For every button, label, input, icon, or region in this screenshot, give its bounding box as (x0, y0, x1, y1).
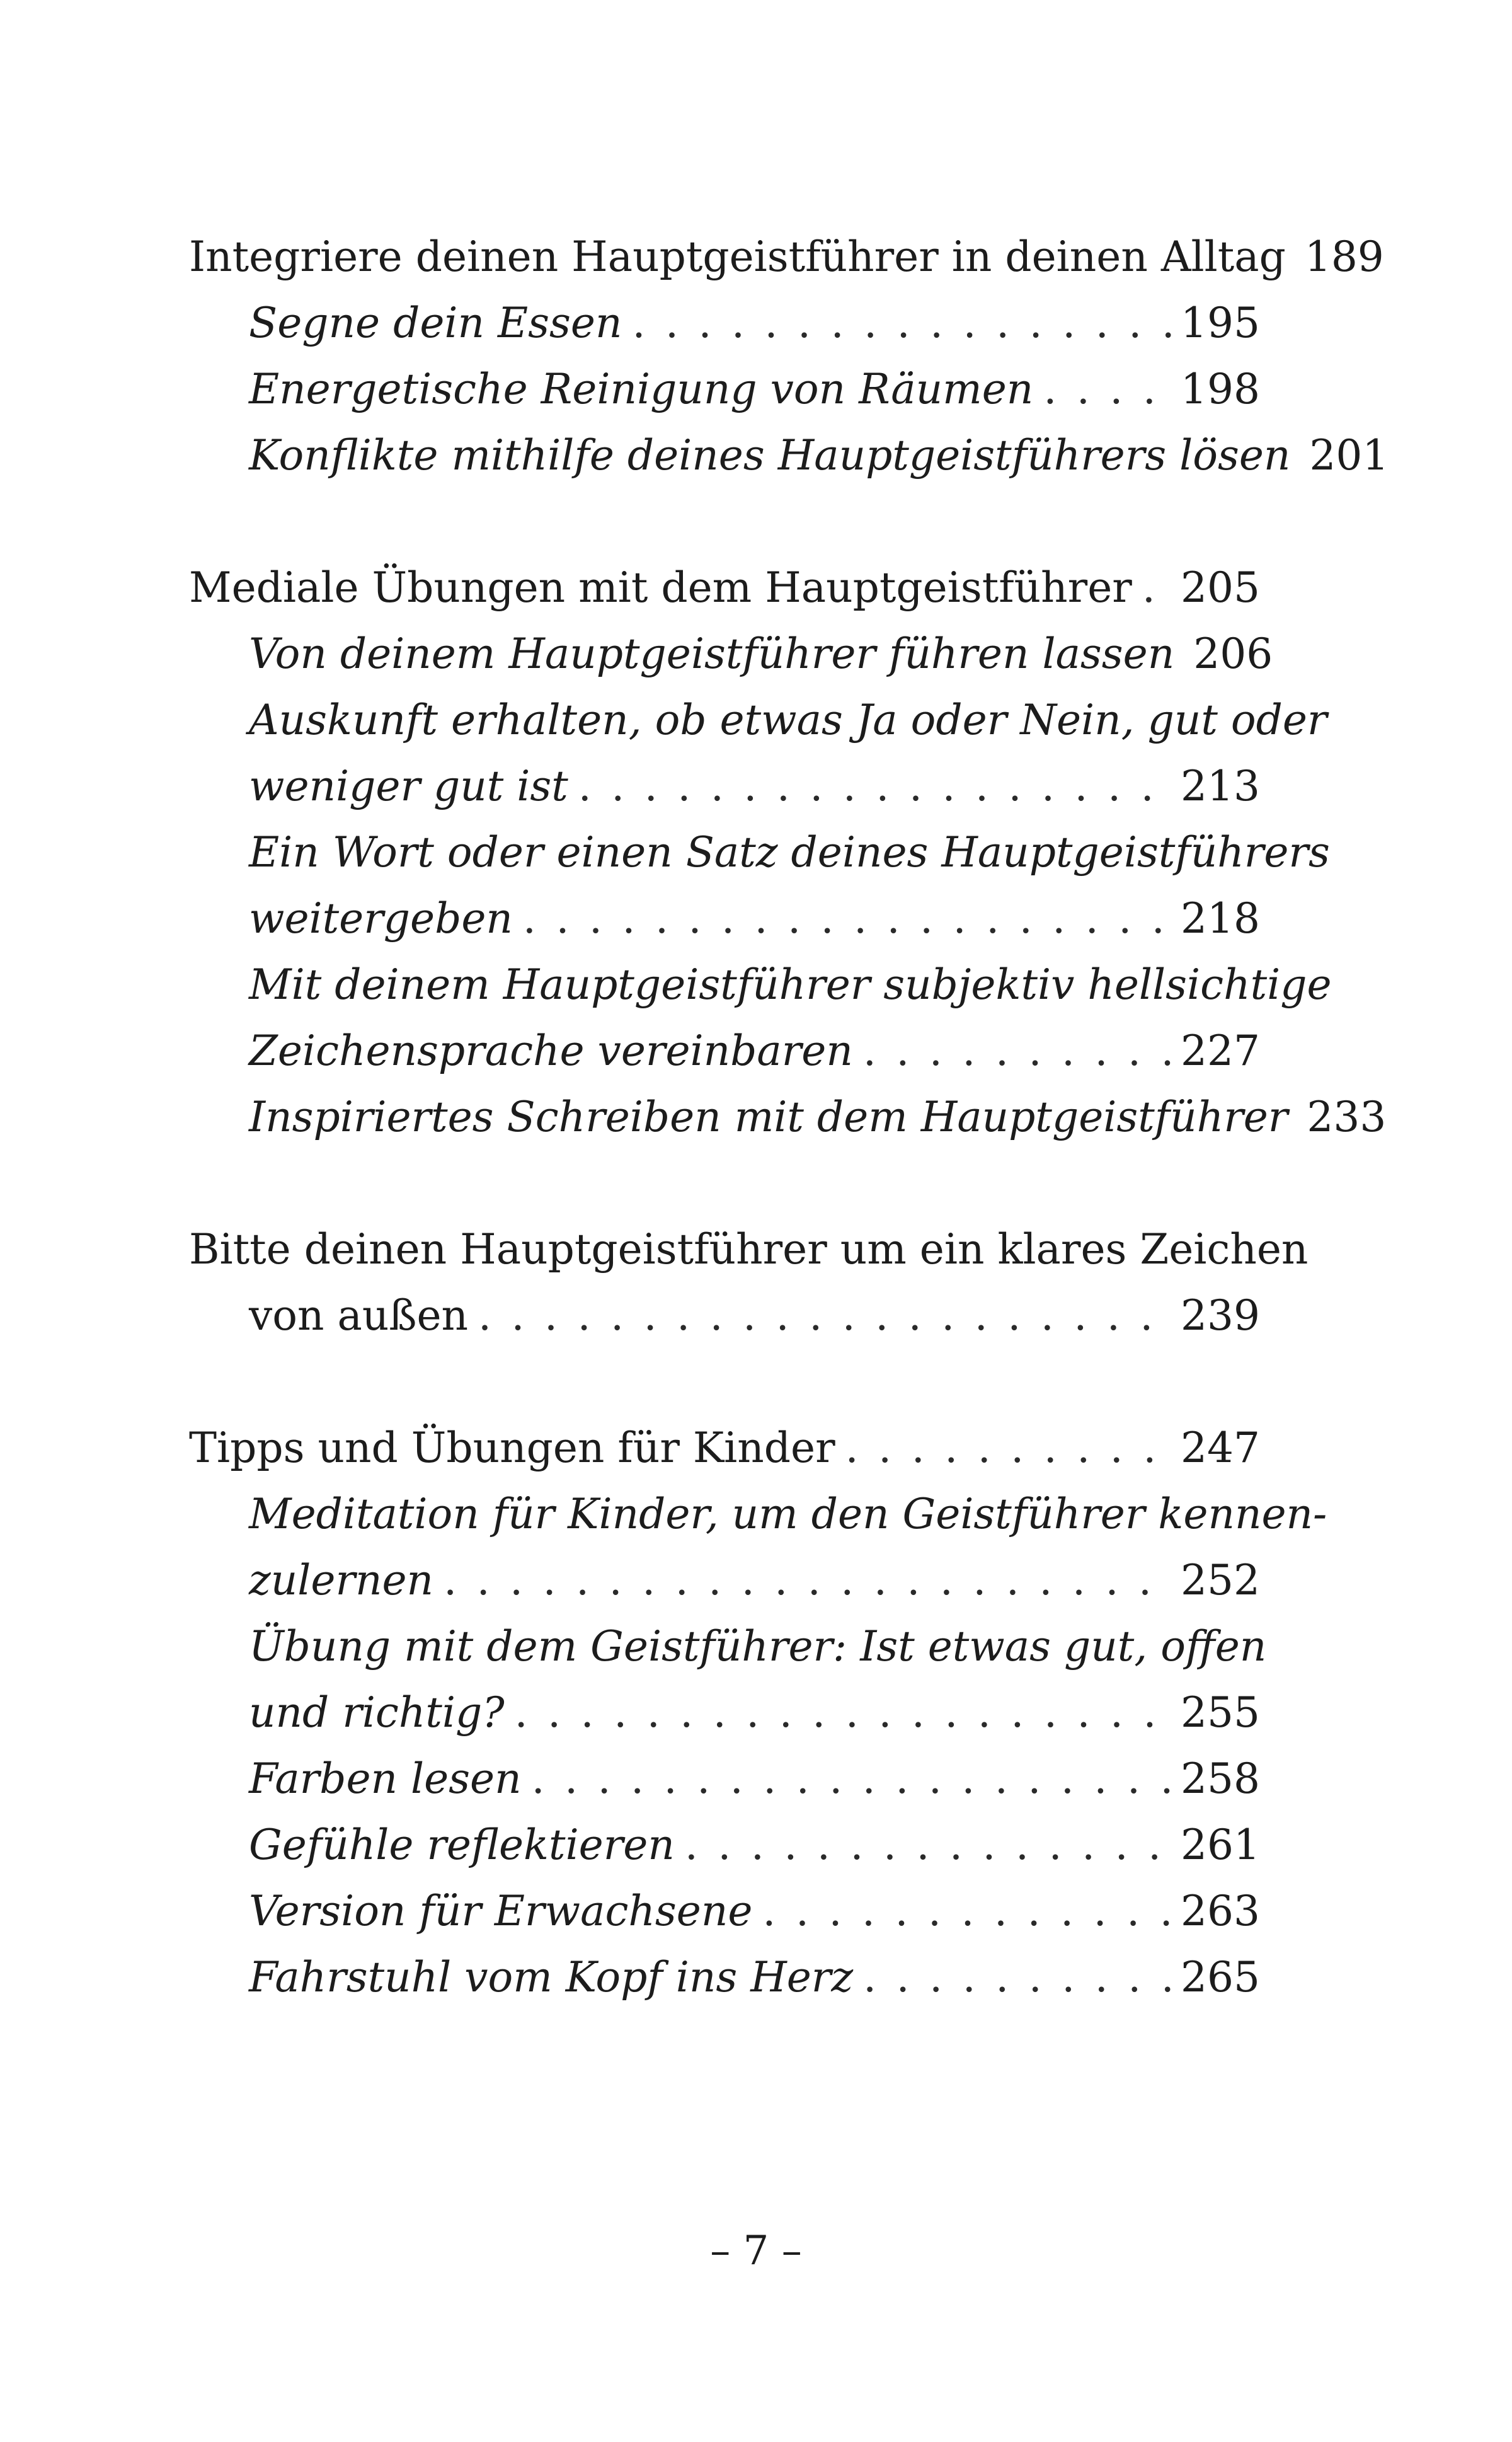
toc-entry-title: Mediale Übungen mit dem Hauptgeistführer (189, 563, 1132, 612)
toc-entry-page: 189 (1304, 233, 1384, 281)
toc-entry-title: Auskunft erhalten, ob etwas Ja oder Nein, gut oder (249, 696, 1327, 744)
toc-entry-title: Mit deinem Hauptgeistführer subjektiv hellsichtige (249, 960, 1332, 1009)
toc-entry-page: 258 (1181, 1754, 1260, 1803)
toc-entry-title: weitergeben (249, 894, 513, 943)
toc-entry-title: Zeichensprache vereinbaren (249, 1027, 853, 1075)
toc-entry (189, 1878, 1260, 1944)
toc-entry-title: Bitte deinen Hauptgeistführer um ein klares Zeichen (189, 1225, 1309, 1274)
toc-entry (189, 885, 1260, 952)
toc-entry-title: Gefühle reflektieren (249, 1821, 675, 1869)
dot-leader (515, 1679, 1172, 1746)
toc-entry-page: 195 (1181, 299, 1260, 347)
toc-entry (189, 687, 1327, 753)
dot-leader (1142, 555, 1172, 621)
toc-entry (189, 290, 1260, 356)
dot-leader (845, 1415, 1172, 1481)
dot-leader (523, 885, 1172, 952)
toc-entry-page: 218 (1181, 894, 1260, 943)
toc-entry (189, 1679, 1260, 1746)
dot-leader (762, 1878, 1172, 1944)
dot-leader (444, 1547, 1172, 1613)
toc-entry-title: Ein Wort oder einen Satz deines Hauptgeistführers (249, 828, 1330, 877)
toc-entry (189, 753, 1260, 819)
toc-entry-title: Übung mit dem Geistführer: Ist etwas gut, offen (249, 1622, 1267, 1671)
toc-entry-page: 198 (1181, 365, 1260, 413)
toc-entry-page: 255 (1181, 1688, 1260, 1737)
toc-entry-title: Version für Erwachsene (249, 1887, 753, 1935)
toc-entry (189, 1944, 1260, 2010)
toc-entry-title: Farben lesen (249, 1754, 522, 1803)
toc-entry-title: Fahrstuhl vom Kopf ins Herz (249, 1953, 854, 2001)
toc-entry (189, 1746, 1260, 1812)
toc-entry-title: und richtig? (249, 1688, 505, 1737)
toc-entry (189, 819, 1330, 885)
toc-entry (189, 224, 1384, 290)
toc-entry (189, 1282, 1260, 1349)
toc-entry (189, 356, 1260, 422)
section-gap (189, 488, 1260, 555)
toc-entry-page: 206 (1193, 630, 1273, 678)
page-number: – 7 – (710, 2228, 802, 2274)
toc-entry-title: Energetische Reinigung von Räumen (249, 365, 1034, 413)
toc-entry-page: 201 (1309, 431, 1389, 480)
toc-entry (189, 952, 1332, 1018)
toc-entry (189, 1415, 1260, 1481)
toc-entry-page: 239 (1181, 1291, 1260, 1340)
toc-entry-title: von außen (249, 1291, 469, 1340)
toc-entry-title: Integriere deinen Hauptgeistführer in deinen Alltag (189, 233, 1286, 281)
toc-entry (189, 1812, 1260, 1878)
toc-entry-title: weniger gut ist (249, 762, 568, 810)
toc-entry (189, 621, 1273, 687)
toc-entry-title: Konflikte mithilfe deines Hauptgeistführers lösen (249, 431, 1291, 480)
toc-entry (189, 1084, 1387, 1150)
toc-entry-title: Von deinem Hauptgeistführer führen lassen (249, 630, 1175, 678)
toc-entry-page: 227 (1181, 1027, 1260, 1075)
dot-leader (685, 1812, 1172, 1878)
toc-entry (189, 1547, 1260, 1613)
toc-entry (189, 1216, 1309, 1282)
section-gap (189, 1349, 1260, 1415)
toc-entry (189, 1018, 1260, 1084)
toc-entry-title: Tipps und Übungen für Kinder (189, 1424, 835, 1472)
toc-entry-page: 263 (1181, 1887, 1260, 1935)
toc-entry-page: 265 (1181, 1953, 1260, 2001)
dot-leader (1043, 356, 1172, 422)
toc-entry (189, 422, 1389, 488)
toc-entry-page: 213 (1181, 762, 1260, 810)
toc-entry (189, 1481, 1327, 1547)
section-gap (189, 1150, 1260, 1216)
toc-entry-page: 261 (1181, 1821, 1260, 1869)
dot-leader (632, 290, 1172, 356)
toc-entry (189, 555, 1260, 621)
toc-entry-title: zulernen (249, 1556, 434, 1604)
toc-entry-title: Inspiriertes Schreiben mit dem Hauptgeistführer (249, 1093, 1288, 1141)
dot-leader (578, 753, 1172, 819)
toc-entry-page: 233 (1307, 1093, 1387, 1141)
toc-entry-page: 247 (1181, 1424, 1260, 1472)
toc-entry-title: Meditation für Kinder, um den Geistführer kennen- (249, 1490, 1327, 1538)
dot-leader (863, 1018, 1172, 1084)
dot-leader (532, 1746, 1172, 1812)
dot-leader (478, 1282, 1172, 1349)
toc-entry-page: 205 (1181, 563, 1260, 612)
toc-entry-title: Segne dein Essen (249, 299, 622, 347)
toc-entry-page: 252 (1181, 1556, 1260, 1604)
table-of-contents (189, 224, 1389, 2010)
dot-leader (863, 1944, 1172, 2010)
toc-entry (189, 1613, 1267, 1679)
